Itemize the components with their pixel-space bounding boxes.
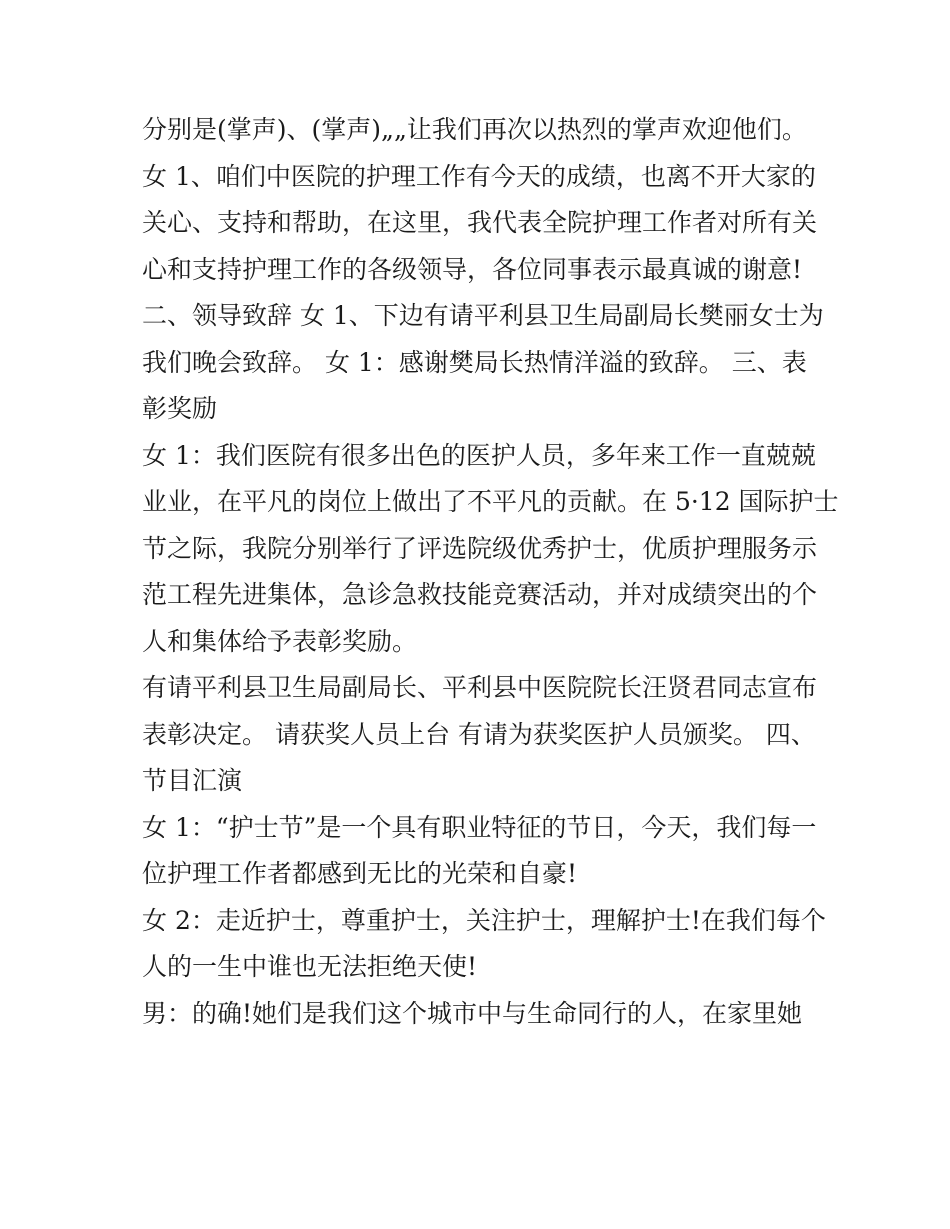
text-line: 范工程先进集体，急诊急救技能竞赛活动，并对成绩突出的个 <box>142 580 818 609</box>
text-line: 彰奖励 <box>142 394 218 423</box>
text-line: 人和集体给予表彰奖励。 <box>142 626 418 656</box>
text-line: 心和支持护理工作的各级领导，各位同事表示最真诚的谢意! <box>142 254 803 284</box>
text-line: 分别是(掌声)、(掌声)„„让我们再次以热烈的掌声欢迎他们。 <box>142 115 807 144</box>
text-line: 关心、支持和帮助，在这里，我代表全院护理工作者对所有关 <box>142 208 818 237</box>
text-line: 二、领导致辞 女 1、下边有请平利县卫生局副局长樊丽女士为 <box>142 301 824 330</box>
text-line: 女 1、咱们中医院的护理工作有今天的成绩，也离不开大家的 <box>142 161 816 191</box>
text-line: 节目汇演 <box>142 766 243 795</box>
text-line: 表彰决定。 请获奖人员上台 有请为获奖医护人员颁奖。 四、 <box>142 719 816 749</box>
text-line: 我们晚会致辞。 女 1：感谢樊局长热情洋溢的致辞。 三、表 <box>142 347 807 377</box>
text-line: 人的一生中谁也无法拒绝天使! <box>142 952 478 981</box>
text-line: 节之际，我院分别举行了评选院级优秀护士，优质护理服务示 <box>142 533 818 563</box>
text-line: 业业，在平凡的岗位上做出了不平凡的贡献。在 5·12 国际护士 <box>142 487 839 516</box>
text-line: 女 1：我们医院有很多出色的医护人员，多年来工作一直兢兢 <box>142 440 816 470</box>
text-line: 女 2：走近护士，尊重护士，关注护士，理解护士!在我们每个 <box>142 905 826 935</box>
document-body <box>142 107 839 1037</box>
text-line: 女 1：“护士节”是一个具有职业特征的节日，今天，我们每一 <box>142 812 817 842</box>
text-line: 有请平利县卫生局副局长、平利县中医院院长汪贤君同志宣布 <box>142 673 818 702</box>
text-line: 位护理工作者都感到无比的光荣和自豪! <box>142 859 578 888</box>
text-line: 男：的确!她们是我们这个城市中与生命同行的人，在家里她 <box>142 998 803 1028</box>
